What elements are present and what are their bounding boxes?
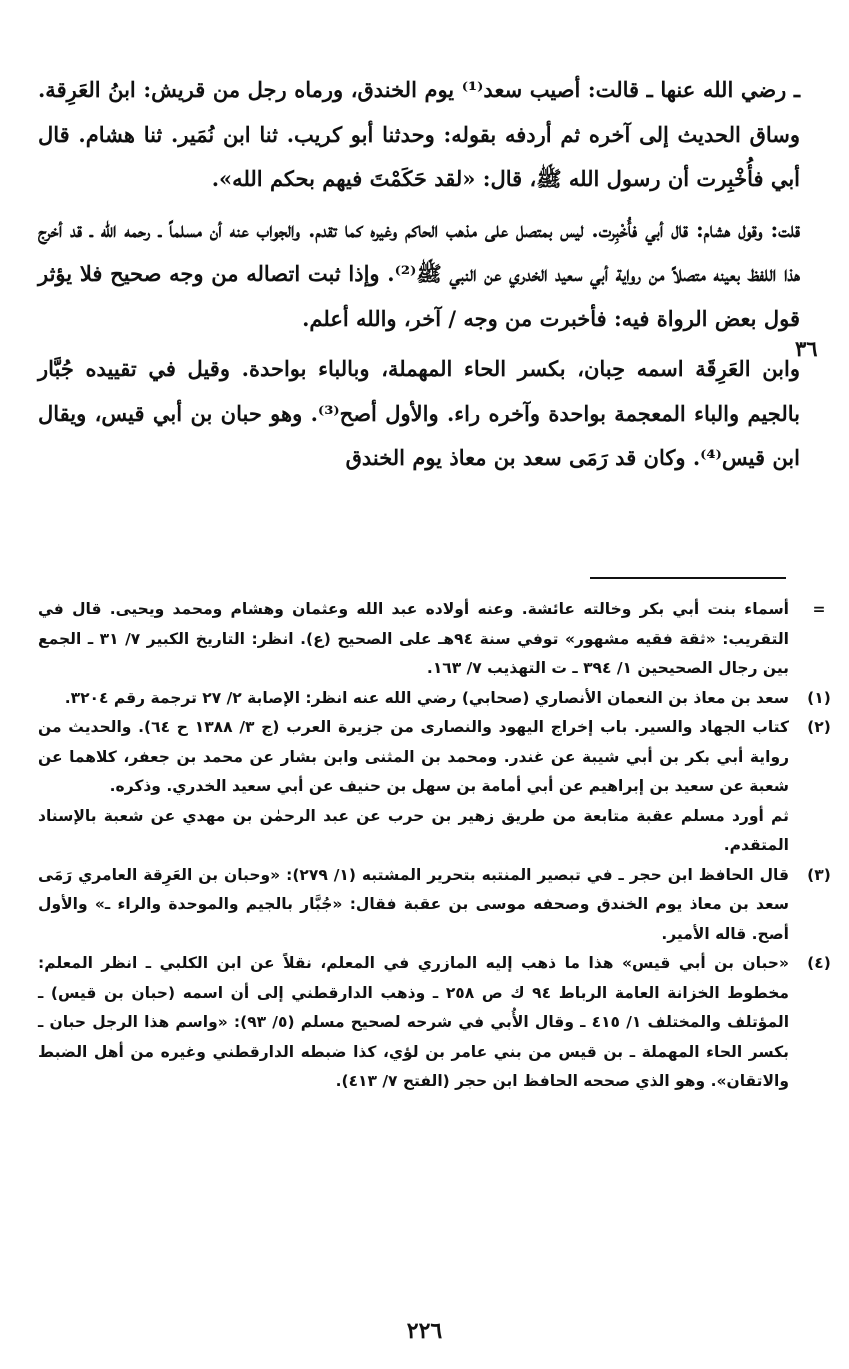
footnote-text: سعد بن معاذ بن النعمان الأنصاري (صحابي) رضي الله عنه انظر: الإصابة ٢/ ٢٧ ترجمة رقم ٣٢٠٤.: [64, 688, 789, 707]
footnote-text: [38, 713, 789, 861]
main-paragraph-1: ـ رضي الله عنها ـ قالت: أصيب سعد⁽¹⁾ يوم الخندق، ورماه رجل من قريش: ابنُ العَرِقة. وساق الحديث إلى آخره ثم أردفه بقوله: وحدثنا أبو كريب. ثنا ابن نُمَير. ثنا هشام. قال أبي فأُخْبِرت أن رسول الله ﷺ، قال: «لقد حَكَمْتَ فيهم بحكم الله».: [38, 77, 801, 191]
footnote-marker: =: [812, 600, 826, 618]
footnote-2: [38, 713, 849, 861]
footnote-1: [38, 684, 849, 714]
footnote-marker: (٤): [807, 954, 831, 972]
footnote-marker: (٢): [807, 718, 831, 736]
footnotes: [38, 595, 849, 1097]
page-number: ٢٢٦: [406, 1318, 443, 1344]
footnote-text: قال الحافظ ابن حجر ـ في تبصير المنتبه بتحرير المشتبه (١/ ٢٧٩): «وحبان بن العَرِقة العامري رَمَى سعد بن معاذ يوم الخندق وصحفه موسى بن عقبة فقال: «جُبَّار بالجيم والموحدة والراء ـ» والأول أصح. قاله الأمير.: [38, 865, 789, 943]
main-paragraph-2: قلت: وقول هشام: قال أبي فأُخْبِرت. ليس بمتصل على مذهب الحاكم وغيره كما تقدم. والجواب عنه أن مسلماً ـ رحمه الله ـ قد أخرج هذا اللفظ بعينه متصلاً من رواية أبي سعيد الخدري عن النبي ﷺ⁽²⁾. وإذا ثبت اتصاله من وجه صحيح فلا يؤثر قول بعض الرواة فيه: فأخبرت من وجه / آخر، والله أعلم.: [38, 216, 801, 331]
footnote-marker: (٣): [807, 865, 831, 884]
footnote-4: [38, 949, 849, 1097]
main-paragraph-3: وابن العَرِقَة اسمه حِبان، بكسر الحاء المهملة، وبالباء بواحدة. وقيل في تقييده جُبَّار بالجيم والباء المعجمة بواحدة وآخره راء. والأول أصح⁽³⁾. وهو حبان بن أبي قيس، ويقال ابن قيس⁽⁴⁾. وكان قد رَمَى سعد بن معاذ يوم الخندق: [38, 356, 800, 470]
footnote-text-part: كتاب الجهاد والسير. باب إخراج اليهود والنصارى من جزيرة العرب (ج ٣/ ١٣٨٨ ح ٦٤). والحديث من رواية أبي بكر بن أبي شيبة عن غندر. ومحمد بن المثنى وابن بشار عن محمد بن جعفر، كلاهما عن شعبة عن سعيد بن إبراهيم عن أبي أمامة بن سهل بن حنيف عن أبي سعيد الخدري. وذكره.: [38, 718, 789, 795]
footnote-text: «حبان بن أبي قيس» هذا ما ذهب إليه المازري في المعلم، نقلاً عن ابن الكلبي ـ انظر المعلم: مخطوط الخزانة العامة الرباط ٩٤ ك ص ٢٥٨ ـ وذهب الدارقطني إلى أن اسمه (حبان بن قيس) ـ المؤتلف والمختلف ١/ ٤١٥ ـ وقال الأُبي في شرحه لصحيح مسلم (٥/ ٩٣): «واسم هذا الرجل حبان ـ بكسر الحاء المهملة ـ بن قيس من بني عامر بن لؤي، كذا ضبطه الدارقطني وغيره من أهل الضبط والاتقان». وهو الذي صححه الحافظ ابن حجر (الفتح ٧/ ٤١٣).: [38, 954, 790, 1090]
footnote-marker: (١): [807, 688, 831, 707]
footnote-text: أسماء بنت أبي بكر وخالته عائشة. وعنه أولاده عبد الله وعثمان وهشام ومحمد ويحيى. قال في التقريب: «ثقة فقيه مشهور» توفي سنة ٩٤هـ على الصحيح (ع). انظر: التاريخ الكبير ٧/ ٣١ ـ الجمع بين رجال الصحيحين ١/ ٣٩٤ ـ ت التهذيب ٧/ ١٦٣.: [38, 600, 789, 677]
main-text: [38, 68, 800, 481]
footnote-continued: [38, 595, 849, 684]
footnote-3: [38, 861, 849, 950]
footnote-separator: [590, 577, 786, 579]
footnote-text-part: ثم أورد مسلم عقبة متابعة من طريق زهير بن حرب عن عبد الرحمٰن بن مهدي عن شعبة بالإسناد المتقدم.: [38, 806, 789, 854]
margin-page-reference: ٣٦: [795, 336, 818, 361]
